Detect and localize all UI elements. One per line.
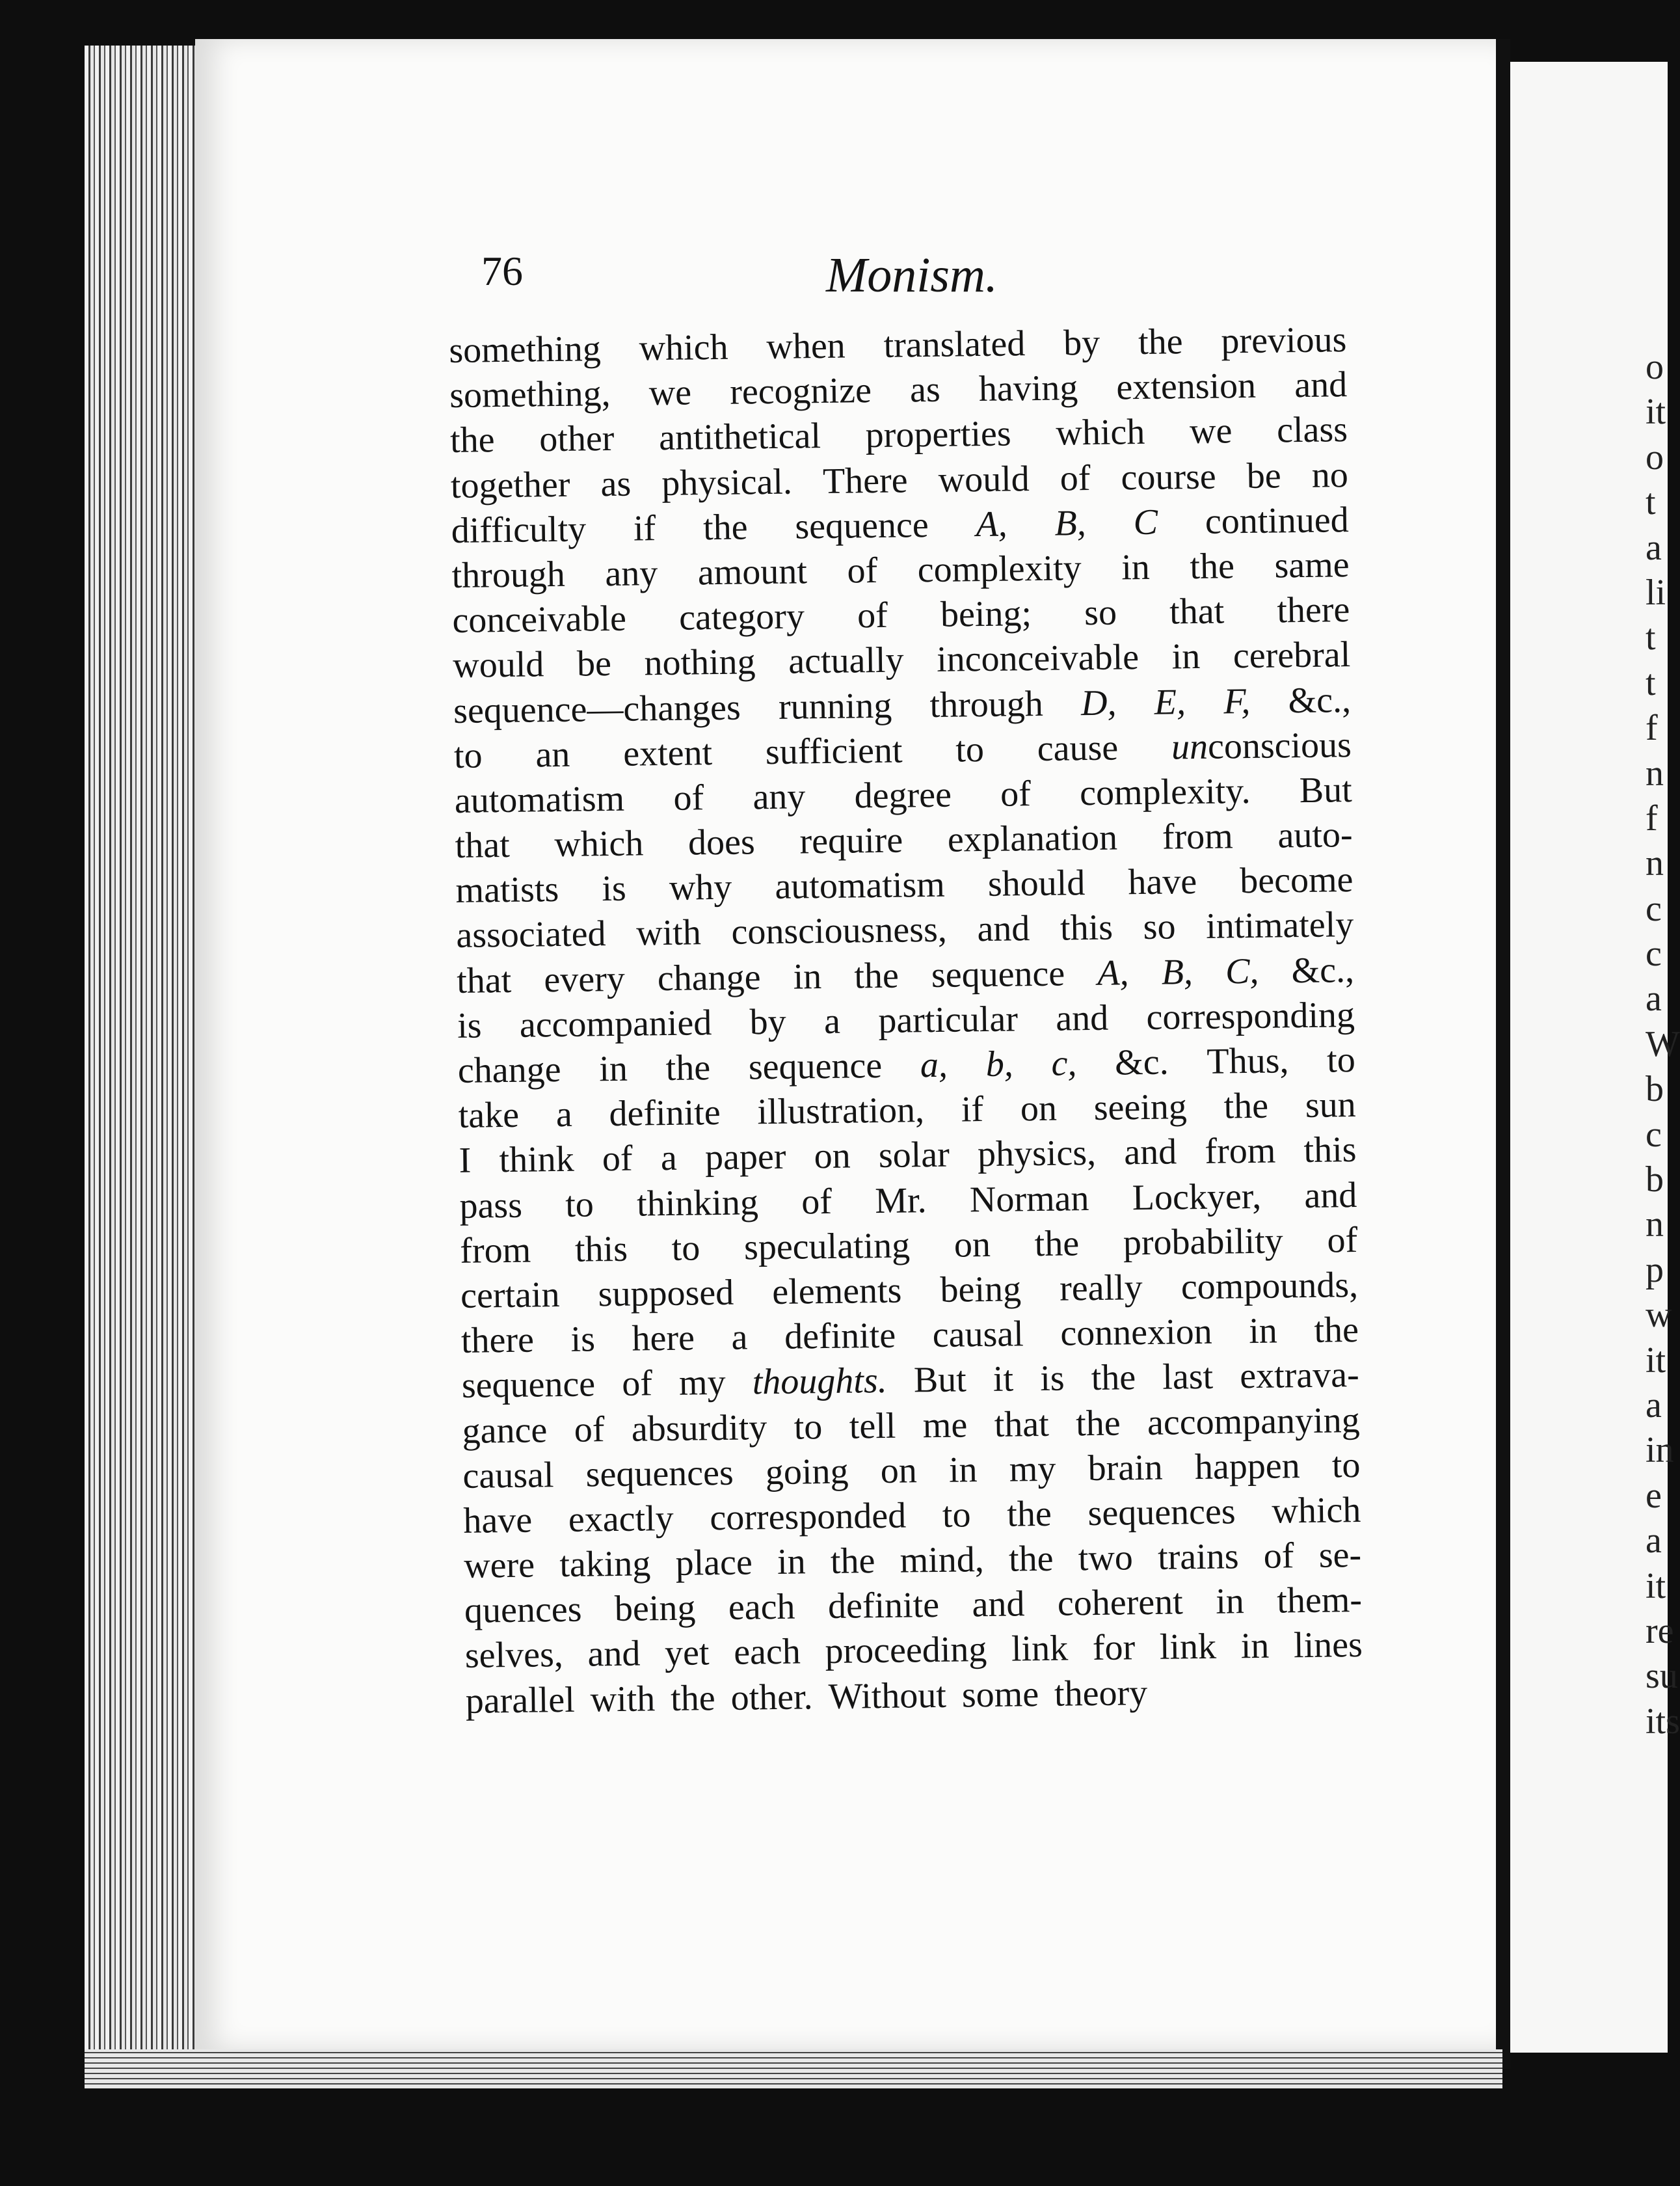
text-line: is accompanied by a particular and corresponding (457, 994, 1355, 1046)
facing-fragment: it (1646, 1340, 1666, 1381)
text-line: to an extent sufficient to cause unconscious (453, 724, 1352, 776)
facing-fragment: o (1646, 347, 1664, 387)
text-line: matists is why automatism should have become (455, 859, 1353, 911)
text-line: something, we recognize as having extension and (449, 364, 1348, 416)
text-line: the other antithetical properties which we class (449, 409, 1348, 461)
facing-fragment: W (1646, 1023, 1680, 1064)
facing-fragment: p (1646, 1249, 1664, 1290)
text-line: that which does require explanation from auto- (455, 815, 1353, 867)
page-number: 76 (481, 248, 523, 294)
facing-fragment: it (1646, 1565, 1666, 1606)
facing-fragment: in (1646, 1430, 1674, 1471)
text-line: change in the sequence a, b, c, &c. Thus, to (457, 1040, 1356, 1091)
facing-fragment: li (1646, 572, 1666, 613)
facing-page-text (1646, 345, 1680, 1744)
text-line: that every change in the sequence A, B, C, &c., (456, 949, 1355, 1001)
facing-fragment: t (1646, 617, 1656, 658)
facing-fragment: b (1646, 1159, 1664, 1200)
text-line: from this to speculating on the probability of (459, 1219, 1358, 1271)
text-line: associated with consciousness, and this so intimately (456, 904, 1354, 956)
text-line: conceivable category of being; so that there (452, 589, 1350, 641)
facing-fragment: n (1646, 843, 1664, 884)
facing-fragment: a (1646, 527, 1662, 568)
facing-fragment: n (1646, 753, 1664, 794)
text-line: gance of absurdity to tell me that the accompanying (462, 1399, 1360, 1451)
text-line: there is here a definite causal connexion in the (460, 1310, 1359, 1362)
facing-fragment: its (1646, 1701, 1680, 1742)
text-line: sequence—changes running through D, E, F, &c., (453, 679, 1352, 731)
facing-fragment: c (1646, 1114, 1662, 1155)
running-head (481, 247, 1340, 319)
text-line: would be nothing actually inconceivable in cerebral (452, 634, 1351, 686)
facing-fragment: f (1646, 708, 1658, 749)
facing-fragment: re (1646, 1610, 1674, 1651)
text-line: take a definite illustration, if on seeing the sun (458, 1085, 1357, 1137)
facing-fragment: w (1646, 1295, 1672, 1336)
text-line: parallel with the other. Without some theory (465, 1672, 1148, 1721)
text-line: through any amount of complexity in the same (451, 545, 1350, 596)
facing-fragment: o (1646, 437, 1664, 478)
text-line: have exactly corresponded to the sequences which (463, 1489, 1361, 1541)
text-line: difficulty if the sequence A, B, C continued (451, 499, 1350, 551)
text-line: automatism of any degree of complexity. But (454, 769, 1353, 821)
text-line: causal sequences going on in my brain happen to (462, 1444, 1361, 1496)
body-text (449, 317, 1363, 1724)
text-line: quences being each definite and coherent in them- (464, 1580, 1363, 1632)
facing-fragment: su (1646, 1656, 1678, 1697)
facing-fragment: a (1646, 1520, 1662, 1561)
text-line: certain supposed elements being really compounds, (460, 1264, 1359, 1316)
facing-fragment: a (1646, 978, 1662, 1019)
text-line: selves, and yet each proceeding link for link in lines (464, 1625, 1363, 1677)
facing-fragment: n (1646, 1204, 1664, 1245)
page-title: Monism. (826, 248, 998, 303)
facing-page (1510, 62, 1680, 2053)
text-line: sequence of my thoughts. But it is the last extrava- (461, 1355, 1360, 1407)
facing-fragment: f (1646, 798, 1658, 839)
facing-fragment: c (1646, 934, 1662, 975)
facing-fragment: b (1646, 1069, 1664, 1110)
facing-fragment: t (1646, 662, 1656, 703)
text-line: were taking place in the mind, the two trains of se- (463, 1535, 1362, 1586)
text-line: pass to thinking of Mr. Norman Lockyer, and (459, 1174, 1357, 1226)
facing-fragment: c (1646, 888, 1662, 929)
facing-fragment: it (1646, 392, 1666, 433)
book-gutter (1496, 39, 1510, 2069)
book-bottom-edges (85, 2049, 1502, 2088)
text-line: I think of a paper on solar physics, and from this (459, 1129, 1357, 1181)
facing-fragment: a (1646, 1384, 1662, 1425)
book-page-edges (85, 46, 208, 2082)
facing-fragment: e (1646, 1475, 1662, 1516)
facing-fragment: t (1646, 482, 1656, 523)
text-line: something which when translated by the previous (449, 319, 1347, 371)
text-line: together as physical. There would of course be no (450, 454, 1349, 506)
